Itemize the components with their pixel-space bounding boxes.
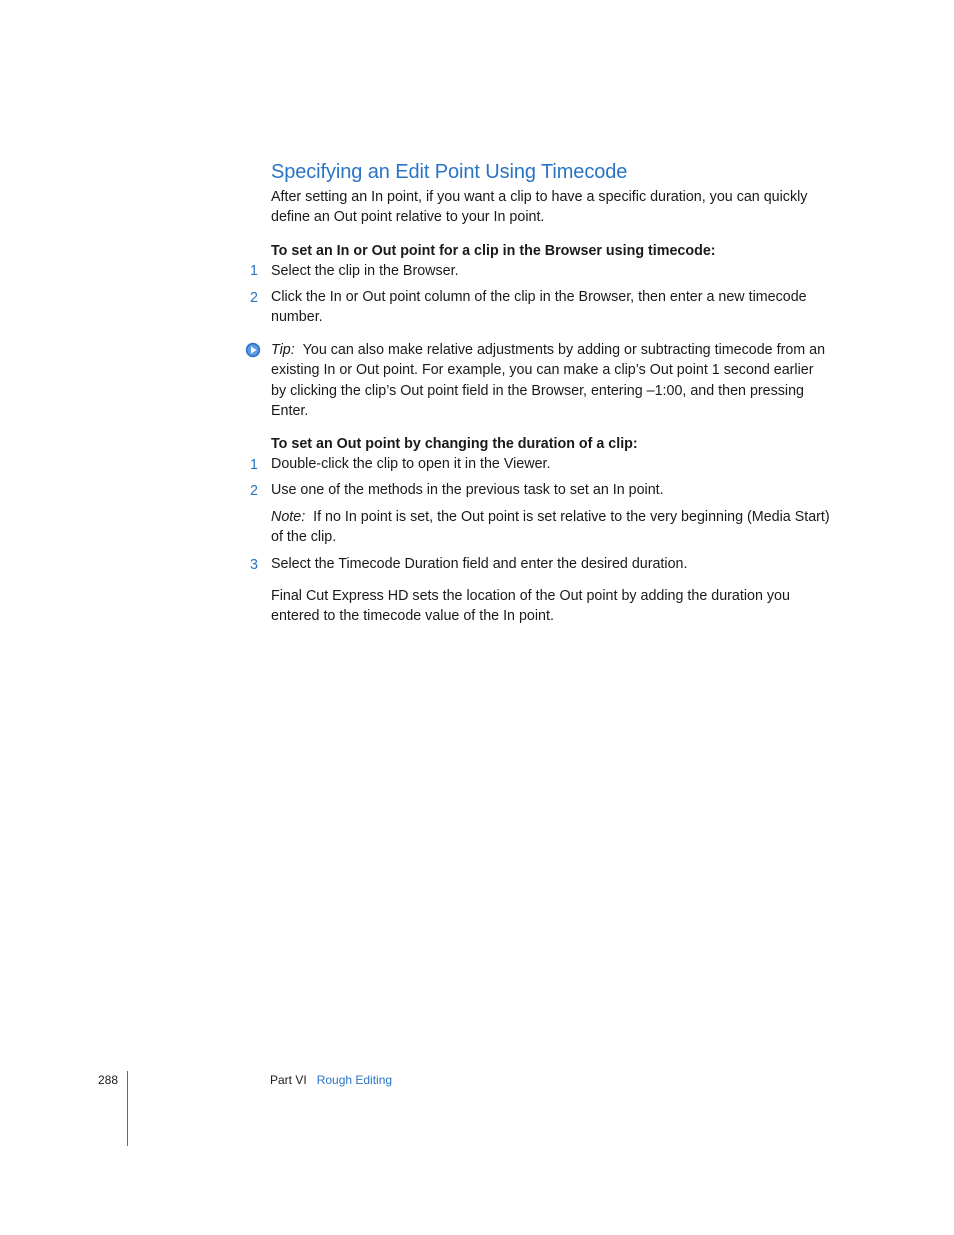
task1-step1-number: 1 — [250, 263, 258, 279]
tip-paragraph — [271, 340, 831, 422]
task2-step3-text: Select the Timecode Duration field and enter the desired duration. — [271, 556, 688, 572]
task1-step2-number: 2 — [250, 290, 258, 306]
note-text: If no In point is set, the Out point is set relative to the very beginning (Media Start) of the clip. — [271, 509, 830, 546]
task2-step1-number: 1 — [250, 457, 258, 473]
page-number: 288 — [98, 1073, 119, 1087]
task2-heading: To set an Out point by changing the duration of a clip: — [271, 436, 638, 452]
task2-step2-number: 2 — [250, 483, 258, 499]
tip-text: You can also make relative adjustments by adding or subtracting timecode from an existing In or Out point. For example, you can make a clip’s Out point 1 second earlier by clicking the clip’s Out point field in the Browser, entering –1:00, and then pressing Enter. — [271, 342, 826, 420]
note-paragraph — [271, 507, 831, 548]
part-label: Part VI — [270, 1073, 307, 1087]
task2-step3-number: 3 — [250, 557, 258, 573]
note-label: Note: — [271, 509, 306, 525]
task2-step1-text: Double-click the clip to open it in the Viewer. — [271, 456, 551, 472]
footer-part — [270, 1073, 392, 1087]
footer-divider — [127, 1071, 128, 1146]
play-arrow-icon — [245, 342, 261, 358]
task2-step2-text: Use one of the methods in the previous task to set an In point. — [271, 482, 664, 498]
task1-heading: To set an In or Out point for a clip in the Browser using timecode: — [271, 243, 716, 259]
intro-paragraph: After setting an In point, if you want a clip to have a specific duration, you can quickly define an Out point relative to your In point. — [271, 189, 808, 226]
result-paragraph: Final Cut Express HD sets the location of the Out point by adding the duration you entered to the timecode value of the In point. — [271, 588, 790, 625]
task1-step1-text: Select the clip in the Browser. — [271, 263, 459, 279]
task1-step2-text: Click the In or Out point column of the clip in the Browser, then enter a new timecode number. — [271, 289, 807, 326]
section-title: Specifying an Edit Point Using Timecode — [271, 161, 628, 183]
tip-label: Tip: — [271, 342, 295, 358]
part-title: Rough Editing — [316, 1073, 393, 1087]
